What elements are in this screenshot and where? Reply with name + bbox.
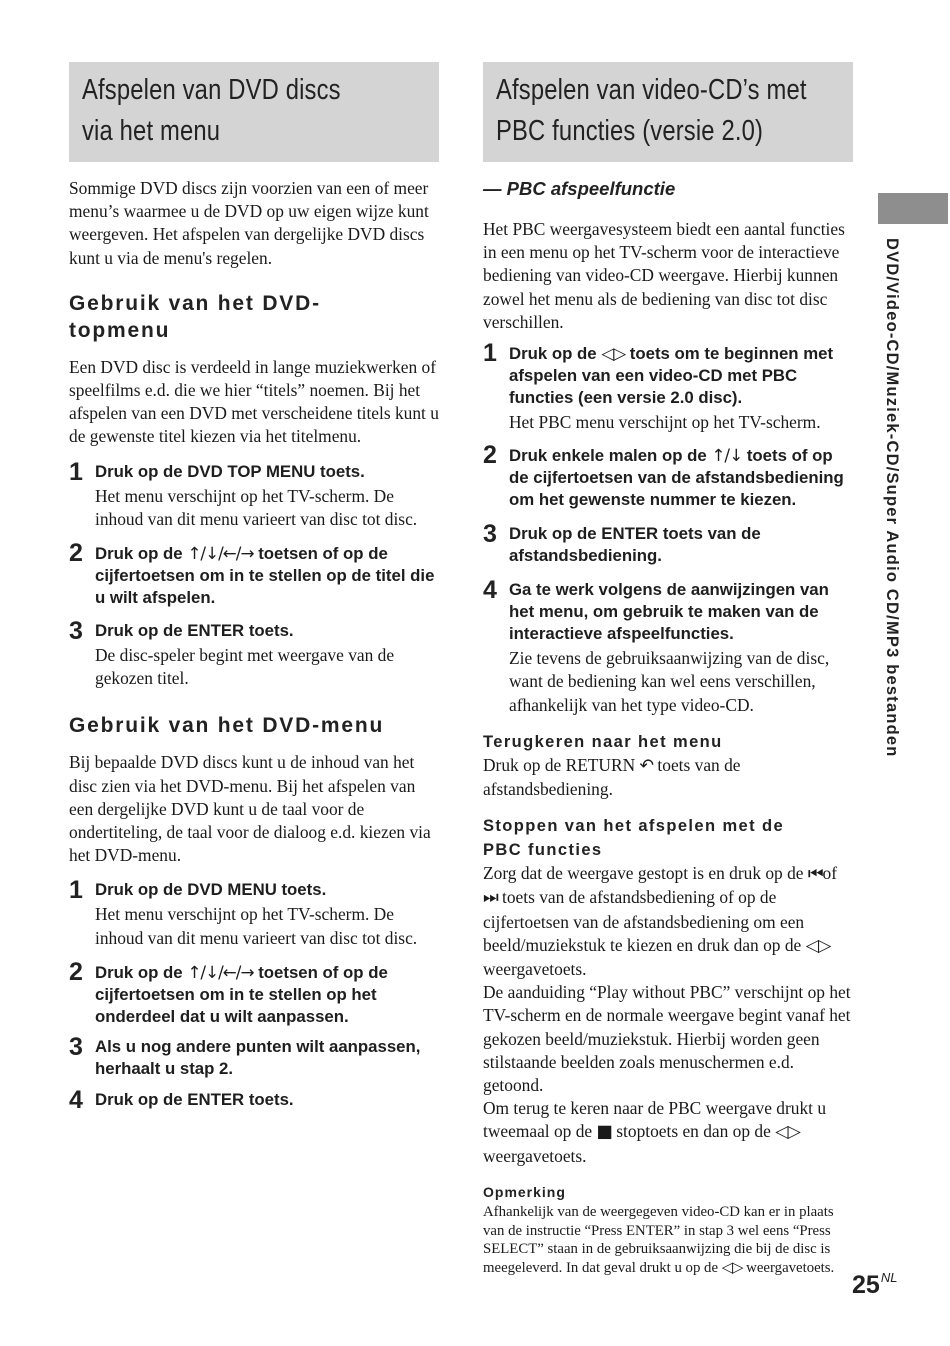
heading-return-menu: Terugkeren naar het menu xyxy=(483,732,723,751)
right-column xyxy=(483,62,853,1278)
step-instruction: Druk op de ENTER toets. xyxy=(95,621,294,641)
step-description: Het menu verschijnt op het TV-scherm. De inhoud van dit menu varieert van disc tot disc. xyxy=(95,904,418,948)
stop-text: Om terug te keren naar de PBC weergave drukt u tweemaal op de xyxy=(483,1098,827,1142)
step-instruction: Als u nog andere punten wilt aanpassen, herhaalt u stap 2. xyxy=(95,1036,421,1078)
stop-paragraph-1 xyxy=(483,862,853,981)
pbc-step-4 xyxy=(483,576,853,717)
dvdmenu-intro: Bij bepaalde DVD discs kunt u de inhoud van het disc zien via het DVD-menu. Bij het afspelen van een dergelijke DVD kunt u de taal voor de ondertiteling, de taal voor de dialoog e.d. kiezen via het DVD-menu. xyxy=(69,752,431,866)
stop-text: of xyxy=(822,863,838,884)
page-number-value: 25 xyxy=(852,1271,880,1299)
stop-text: stoptoets en dan op de xyxy=(611,1121,776,1142)
heading-line-1: Gebruik van het DVD- xyxy=(69,291,321,315)
step-instruction xyxy=(509,342,853,409)
step-instruction: Druk op de DVD TOP MENU toets. xyxy=(95,461,365,481)
step-text: Druk op de xyxy=(95,544,188,564)
pbc-intro: Het PBC weergavesysteem biedt een aantal functies in een menu op het TV-scherm voor de interactieve bediening van video-CD weergave. Hierbij kunnen zowel het menu als de bediening van disc tot disc verschillen. xyxy=(483,219,845,332)
topmenu-intro: Een DVD disc is verdeeld in lange muziekwerken of speelfilms e.d. die we hier “titels” noemen. Bij het afspelen van een DVD met verscheidene titels kunt u de gewenste titel kiezen via het titelmenu. xyxy=(69,356,439,447)
stop-text: weergavetoets. xyxy=(483,1145,587,1166)
step-description: Het PBC menu verschijnt op het TV-scherm. xyxy=(509,412,821,433)
step-instruction xyxy=(95,542,439,609)
step-number: 1 xyxy=(69,457,83,486)
step-instruction xyxy=(509,444,853,511)
step-instruction: Druk op de DVD MENU toets. xyxy=(95,880,327,900)
pbc-subtitle: — PBC afspeelfunctie xyxy=(483,178,676,199)
step-instruction: Ga te werk volgens de aanwijzingen van het menu, om gebruik te maken van de interactieve afspeelfuncties. xyxy=(509,580,829,644)
dvdmenu-step-4 xyxy=(69,1085,439,1114)
step-number: 2 xyxy=(69,957,83,986)
note-heading: Opmerking xyxy=(483,1183,566,1200)
heading-line-1: Stoppen van het afspelen met de xyxy=(483,817,785,836)
dvdmenu-step-3 xyxy=(69,1032,439,1080)
pbc-step-2 xyxy=(483,441,853,511)
play-icon: ◁▷ xyxy=(601,343,626,364)
stop-text: toets van de afstandsbediening of op de cijfertoetsen van de afstandsbediening om een beeld/muziekstuk te kiezen en druk dan op de xyxy=(483,887,806,955)
step-text: Druk op de xyxy=(509,344,602,364)
chapter-side-label: DVD/Video-CD/Muziek-CD/Super Audio CD/MP3 bestanden xyxy=(883,238,901,758)
step-number: 1 xyxy=(69,876,83,905)
return-text: Druk op de RETURN xyxy=(483,754,640,775)
title-line-2: PBC functies (versie 2.0) xyxy=(496,115,764,147)
step-description: De disc-speler begint met weergave van de gekozen titel. xyxy=(95,645,395,689)
step-description: Het menu verschijnt op het TV-scherm. De inhoud van dit menu varieert van disc tot disc. xyxy=(95,485,418,529)
page-language-suffix: NL xyxy=(880,1270,898,1285)
step-number: 2 xyxy=(69,539,83,568)
step-number: 1 xyxy=(483,339,497,368)
topmenu-step-3 xyxy=(69,617,439,690)
step-instruction: Druk op de ENTER toets van de afstandsbediening. xyxy=(509,524,761,566)
stop-text: Zorg dat de weergave gestopt is en druk op de xyxy=(483,863,808,884)
arrow-keys-icon: ↑/↓/←/→ xyxy=(187,543,254,564)
note-text-part: weergavetoets. xyxy=(742,1259,835,1276)
heading-line-2: PBC functies xyxy=(483,841,603,860)
step-number: 3 xyxy=(69,617,83,646)
return-icon: ↶ xyxy=(639,755,654,776)
title-line-2: via het menu xyxy=(82,115,221,147)
section-title-dvd-menu xyxy=(69,62,439,162)
step-instruction: Druk op de ENTER toets. xyxy=(95,1089,294,1109)
stop-icon: ■ xyxy=(596,1122,612,1143)
stop-paragraph-3 xyxy=(483,1097,853,1168)
title-line-1: Afspelen van video-CD’s met xyxy=(496,74,807,106)
note-text-part: Afhankelijk van de weergegeven video-CD kan er in plaats van de instructie “Press ENTER” in stap 3 wel eens “Press SELECT” staan in de gebruiksaanwijzing die bij de disc is meegeleverd. In dat geval drukt u op de xyxy=(483,1203,834,1276)
step-text: toetsen of op de cijfertoetsen om in te stellen op het onderdeel dat u wilt aanpassen. xyxy=(95,962,388,1026)
step-text: Druk enkele malen op de xyxy=(509,446,712,466)
up-down-arrow-icon: ↑/↓ xyxy=(711,445,743,466)
step-number: 3 xyxy=(69,1032,83,1061)
left-column xyxy=(69,62,439,1114)
dvdmenu-step-1 xyxy=(69,876,439,949)
heading-dvd-menu: Gebruik van het DVD-menu xyxy=(69,714,385,738)
section-title-video-cd-pbc xyxy=(483,62,853,162)
pbc-step-1 xyxy=(483,339,853,434)
dvdmenu-step-2 xyxy=(69,957,439,1028)
topmenu-step-2 xyxy=(69,539,439,609)
arrow-keys-icon: ↑/↓/←/→ xyxy=(187,961,254,982)
heading-dvd-topmenu xyxy=(69,290,439,344)
title-line-1: Afspelen van DVD discs xyxy=(82,74,341,106)
step-text: toets of op de cijfertoetsen van de afstandsbediening om het gewenste nummer te kiezen. xyxy=(509,446,844,510)
play-icon: ◁▷ xyxy=(775,1122,800,1143)
step-description: Zie tevens de gebruiksaanwijzing van de disc, want de bediening kan wel eens verschillen, afhankelijk van het type video-CD. xyxy=(509,648,830,715)
return-text: toets van de afstandsbediening. xyxy=(483,754,741,800)
heading-line-2: topmenu xyxy=(69,318,171,342)
intro-paragraph: Sommige DVD discs zijn voorzien van een of meer menu’s waarmee u de DVD op uw eigen wijze kunt weergeven. Het afspelen van dergelijke DVD discs kunt u via de menu's regelen. xyxy=(69,178,429,268)
page-number xyxy=(852,1270,897,1300)
play-icon: ◁▷ xyxy=(805,935,831,956)
note-text xyxy=(483,1203,853,1278)
pbc-step-3 xyxy=(483,520,853,567)
play-icon: ◁▷ xyxy=(721,1258,743,1276)
stop-paragraph-2: De aanduiding “Play without PBC” verschijnt op het TV-scherm en de normale weergave begint vanaf het gekozen beeld/muziekstuk. Hierbij worden geen stilstaande beelden zoals menuschermen e.d. getoond. xyxy=(483,982,851,1096)
stop-text: weergavetoets. xyxy=(483,959,587,980)
chapter-tab-marker xyxy=(878,193,948,224)
topmenu-step-1 xyxy=(69,457,439,531)
step-number: 4 xyxy=(69,1085,83,1114)
step-number: 2 xyxy=(483,441,497,470)
step-number: 3 xyxy=(483,520,497,549)
previous-track-icon: ⏮ xyxy=(807,864,823,885)
return-paragraph xyxy=(483,754,853,801)
step-instruction xyxy=(95,961,439,1028)
step-number: 4 xyxy=(483,576,497,605)
step-text: toetsen of op de cijfertoetsen om in te stellen op de titel die u wilt afspelen. xyxy=(95,544,435,608)
heading-stop-pbc xyxy=(483,814,853,862)
step-text: Druk op de xyxy=(95,962,188,982)
step-text: toets om te beginnen met afspelen van een video-CD met PBC functies (een versie 2.0 disc). xyxy=(509,344,834,408)
next-track-icon: ⏭ xyxy=(483,888,498,909)
